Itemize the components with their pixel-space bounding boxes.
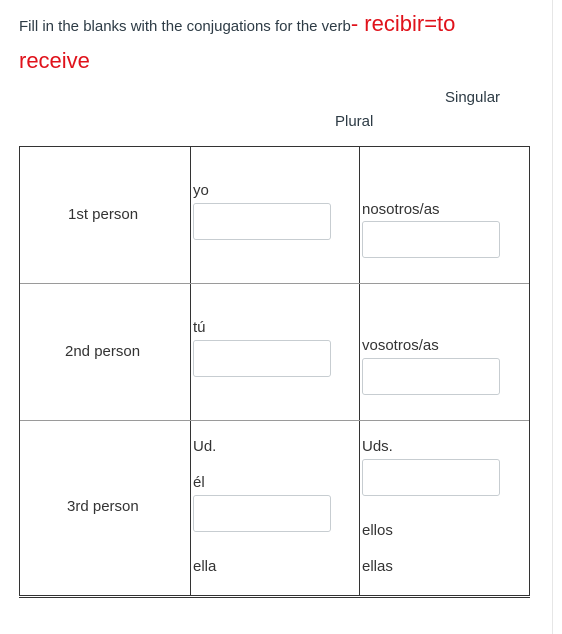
column-divider — [359, 147, 360, 595]
pronoun-el: él — [193, 474, 205, 491]
conjugation-table — [19, 146, 530, 599]
table-bottom-rule — [19, 597, 530, 598]
page-right-divider — [552, 0, 553, 634]
verb-prompt: - recibir=to receive — [19, 11, 456, 73]
row-divider — [20, 283, 529, 284]
answer-input-ud-el-ella[interactable] — [193, 495, 331, 532]
column-header-plural: Plural — [335, 113, 374, 130]
pronoun-ellas: ellas — [362, 558, 393, 575]
pronoun-ella: ella — [193, 558, 217, 575]
pronoun-yo: yo — [193, 182, 209, 199]
pronoun-nosotros: nosotros/as — [362, 201, 440, 218]
answer-input-tu[interactable] — [193, 340, 331, 377]
pronoun-ud: Ud. — [193, 438, 217, 455]
column-divider — [190, 147, 191, 595]
row-label-third-person: 3rd person — [67, 498, 139, 515]
row-label-first-person: 1st person — [68, 206, 139, 223]
instructions-text: Fill in the blanks with the conjugations for the verb — [19, 18, 351, 35]
row-label-second-person: 2nd person — [65, 343, 141, 360]
answer-input-yo[interactable] — [193, 203, 331, 240]
answer-input-uds-ellos-ellas[interactable] — [362, 459, 500, 496]
pronoun-tu: tú — [193, 319, 206, 336]
pronoun-vosotros: vosotros/as — [362, 337, 439, 354]
row-divider — [20, 420, 529, 421]
answer-input-vosotros[interactable] — [362, 358, 500, 395]
question-instructions — [19, 7, 519, 81]
pronoun-uds: Uds. — [362, 438, 393, 455]
column-header-singular: Singular — [445, 89, 501, 106]
pronoun-ellos: ellos — [362, 522, 393, 539]
answer-input-nosotros[interactable] — [362, 221, 500, 258]
